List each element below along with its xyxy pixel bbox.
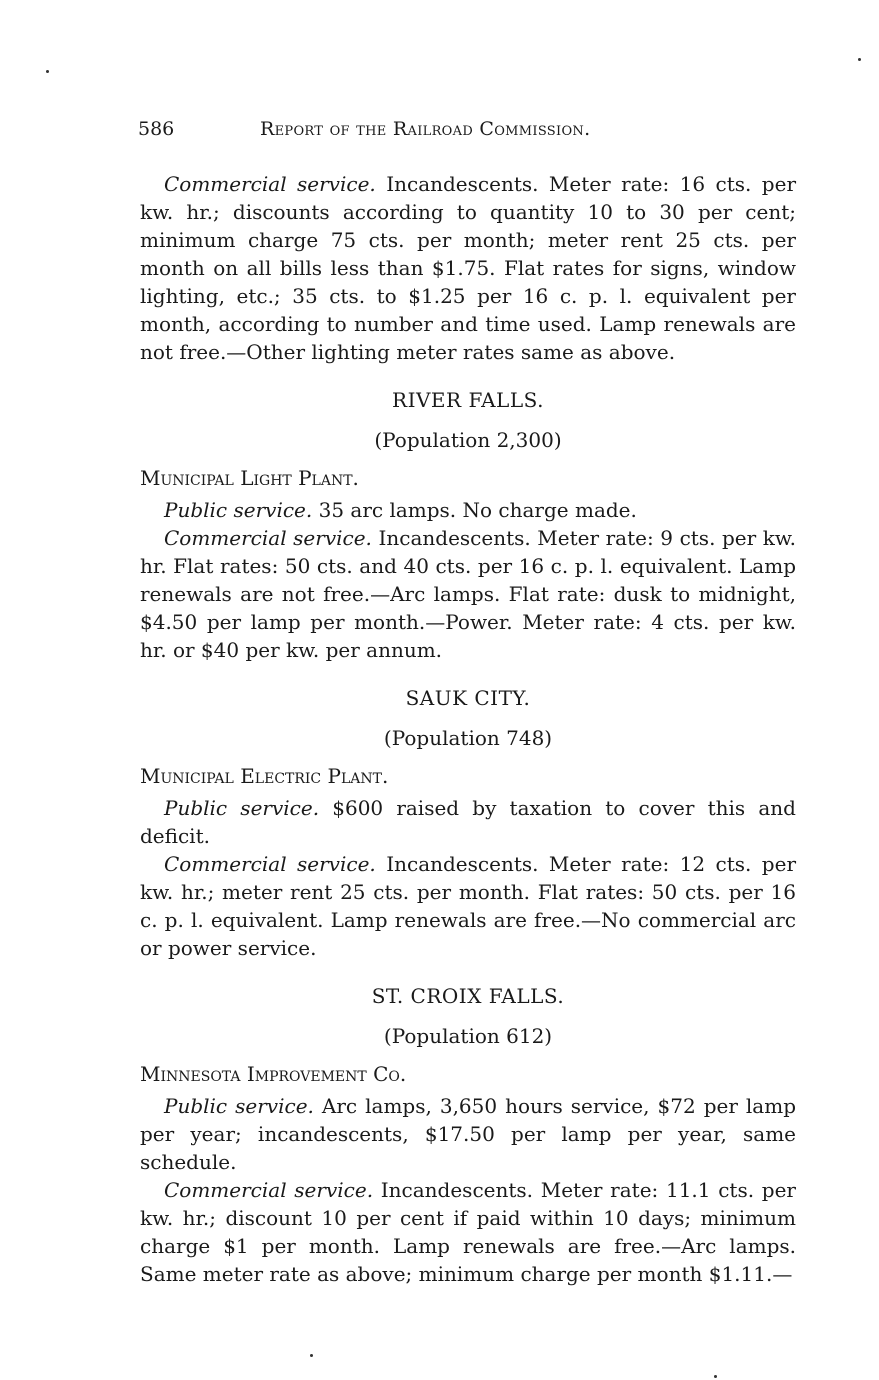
plant-name: Minnesota Improvement Co.	[140, 1062, 407, 1086]
section-st-croix-falls	[140, 982, 796, 1288]
town-heading: ST. CROIX FALLS.	[371, 984, 565, 1008]
scan-speck	[714, 1375, 717, 1378]
paragraph-text: Incandescents. Meter rate: 12 cts. per kw. hr.; meter rent 25 cts. per month. Flat rates: 50 cts. per 16 c. p. l. equivalent. Lamp renewals are free.—No commercial arc or power service.	[140, 852, 796, 960]
paragraph-lead: Commercial service.	[164, 526, 372, 550]
paragraph-lead: Commercial service.	[164, 172, 376, 196]
section-river-falls	[140, 386, 796, 664]
paragraph-text: Incandescents. Meter rate: 16 cts. per kw. hr.; discounts according to quantity 10 to 30 per cent; minimum charge 75 cts. per month; meter rent 25 cts. per month on all bills less than $1.75. Flat rates for signs, window lighting, etc.; 35 cts. to $1.25 per 16 c. p. l. equivalent per month, according to number and time used. Lamp renewals are not free.—Other lighting meter rates same as above.	[140, 172, 796, 364]
public-service-paragraph	[140, 1092, 796, 1176]
section-sauk-city	[140, 684, 796, 962]
running-title: Report of the Railroad Commission.	[260, 118, 591, 140]
scan-speck	[46, 70, 49, 73]
commercial-service-paragraph	[140, 524, 796, 664]
population-line: (Population 748)	[383, 726, 553, 750]
public-service-paragraph	[140, 496, 796, 524]
paragraph-lead: Public service.	[164, 1094, 314, 1118]
paragraph-text: Arc lamps, 3,650 hours service, $72 per lamp per year; incandescents, $17.50 per lamp per year, same schedule.	[140, 1094, 796, 1174]
paragraph-lead: Commercial service.	[164, 852, 376, 876]
plant-name: Municipal Light Plant.	[140, 466, 359, 490]
paragraph-text: 35 arc lamps. No charge made.	[312, 498, 637, 522]
page-number: 586	[138, 118, 175, 140]
paragraph-text: Incandescents. Meter rate: 9 cts. per kw. hr. Flat rates: 50 cts. and 40 cts. per 16 c. p. l. equivalent. Lamp renewals are not free.—Arc lamps. Flat rate: dusk to midnight, $4.50 per lamp per month.—Power. Meter rate: 4 cts. per kw. hr. or $40 per kw. per annum.	[140, 526, 796, 662]
paragraph-lead: Public service.	[164, 796, 320, 820]
paragraph-lead: Public service.	[164, 498, 313, 522]
body-text	[140, 170, 796, 1288]
intro-paragraph	[140, 170, 796, 366]
population-line: (Population 612)	[383, 1024, 553, 1048]
commercial-service-paragraph	[140, 1176, 796, 1288]
scan-speck	[858, 58, 861, 61]
public-service-paragraph	[140, 794, 796, 850]
plant-name: Municipal Electric Plant.	[140, 764, 389, 788]
town-heading: RIVER FALLS.	[392, 388, 544, 412]
population-line: (Population 2,300)	[374, 428, 562, 452]
scan-speck	[310, 1354, 313, 1357]
paragraph-text: $600 raised by taxation to cover this and deficit.	[140, 796, 796, 848]
paragraph-text: Incandescents. Meter rate: 11.1 cts. per kw. hr.; discount 10 per cent if paid within 10 days; minimum charge $1 per month. Lamp renewals are free.—Arc lamps. Same meter rate as above; minimum charge per month $1.11.—	[140, 1178, 796, 1286]
town-heading: SAUK CITY.	[405, 686, 531, 710]
commercial-service-paragraph	[140, 850, 796, 962]
paragraph-lead: Commercial service.	[164, 1178, 374, 1202]
